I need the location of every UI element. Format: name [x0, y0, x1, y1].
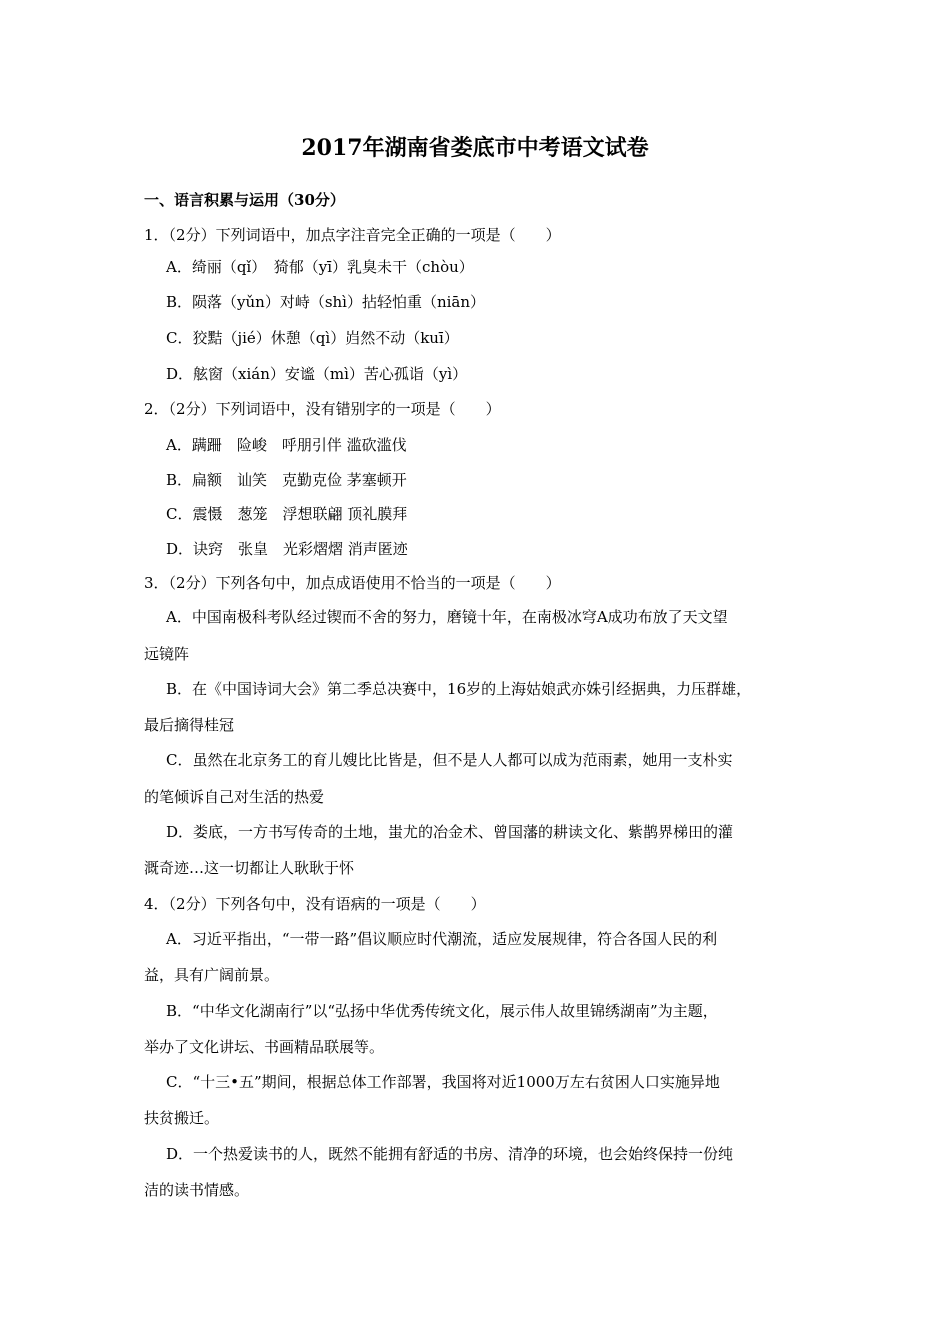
question-3-option-a-continuation: 远镜阵	[144, 645, 190, 663]
question-4-option-d-continuation: 洁的读书情感。	[144, 1181, 250, 1199]
question-4-option-b-continuation: 举办了文化讲坛、书画精品联展等。	[144, 1038, 385, 1056]
question-1-stem: 1．（2分）下列词语中，加点字注音完全正确的一项是（ ）	[144, 226, 561, 244]
question-1-option-a: A．绮丽（qǐ） 猗郁（yī）乳臭未干（chòu）	[166, 258, 474, 276]
question-3-stem: 3．（2分）下列各句中，加点成语使用不恰当的一项是（ ）	[144, 574, 561, 592]
question-4-stem: 4．（2分）下列各句中，没有语病的一项是（ ）	[144, 895, 486, 913]
question-3-option-d: D．娄底，一方书写传奇的土地，蚩尤的冶金术、曾国藩的耕读文化、紫鹊界梯田的灌	[166, 823, 734, 841]
section-heading: 一、语言积累与运用（30分）	[144, 191, 345, 209]
question-3-option-b-continuation: 最后摘得桂冠	[144, 716, 235, 734]
question-3-option-d-continuation: 溉奇迹…这一切都让人耿耿于怀	[144, 859, 355, 877]
question-4-option-a-continuation: 益，具有广阔前景。	[144, 966, 280, 984]
question-2-option-d: D．诀窍 张皇 光彩熠熠 消声匿迹	[166, 540, 408, 558]
question-2-option-c: C．震慑 葱笼 浮想联翩 顶礼膜拜	[166, 505, 408, 523]
question-3-option-b: B．在《中国诗词大会》第二季总决赛中，16岁的上海姑娘武亦姝引经据典，力压群雄，	[166, 680, 752, 698]
question-3-option-a: A．中国南极科考队经过锲而不舍的努力，磨镜十年，在南极冰穹A成功布放了天文望	[166, 608, 728, 626]
question-3-option-c-continuation: 的笔倾诉自己对生活的热爱	[144, 788, 325, 806]
question-4-option-b: B．“中华文化湖南行”以“弘扬中华优秀传统文化，展示伟人故里锦绣湖南”为主题，	[166, 1002, 718, 1020]
question-3-option-c: C．虽然在北京务工的育儿嫂比比皆是，但不是人人都可以成为范雨素，她用一支朴实	[166, 751, 733, 769]
question-1-option-d: D．舷窗（xián）安谧（mì）苦心孤诣（yì）	[166, 365, 468, 383]
question-1-option-b: B．陨落（yǔn）对峙（shì）拈轻怕重（niān）	[166, 293, 486, 311]
question-1-option-c: C．狡黠（jié）休憩（qì）岿然不动（kuī）	[166, 329, 459, 347]
question-4-option-c-continuation: 扶贫搬迁。	[144, 1109, 220, 1127]
question-4-option-a: A．习近平指出，“一带一路”倡议顺应时代潮流，适应发展规律，符合各国人民的利	[166, 930, 718, 948]
question-4-option-c: C．“十三•五”期间，根据总体工作部署，我国将对近1000万左右贫困人口实施异地	[166, 1073, 720, 1091]
question-2-option-b: B．扁额 讪笑 克勤克俭 茅塞顿开	[166, 471, 407, 489]
question-4-option-d: D．一个热爱读书的人，既然不能拥有舒适的书房、清净的环境，也会始终保持一份纯	[166, 1145, 734, 1163]
question-2-option-a: A．蹒跚 险峻 呼朋引伴 滥砍滥伐	[166, 436, 407, 454]
page-title: 2017年湖南省娄底市中考语文试卷	[301, 135, 649, 161]
question-2-stem: 2．（2分）下列词语中，没有错别字的一项是（ ）	[144, 400, 501, 418]
